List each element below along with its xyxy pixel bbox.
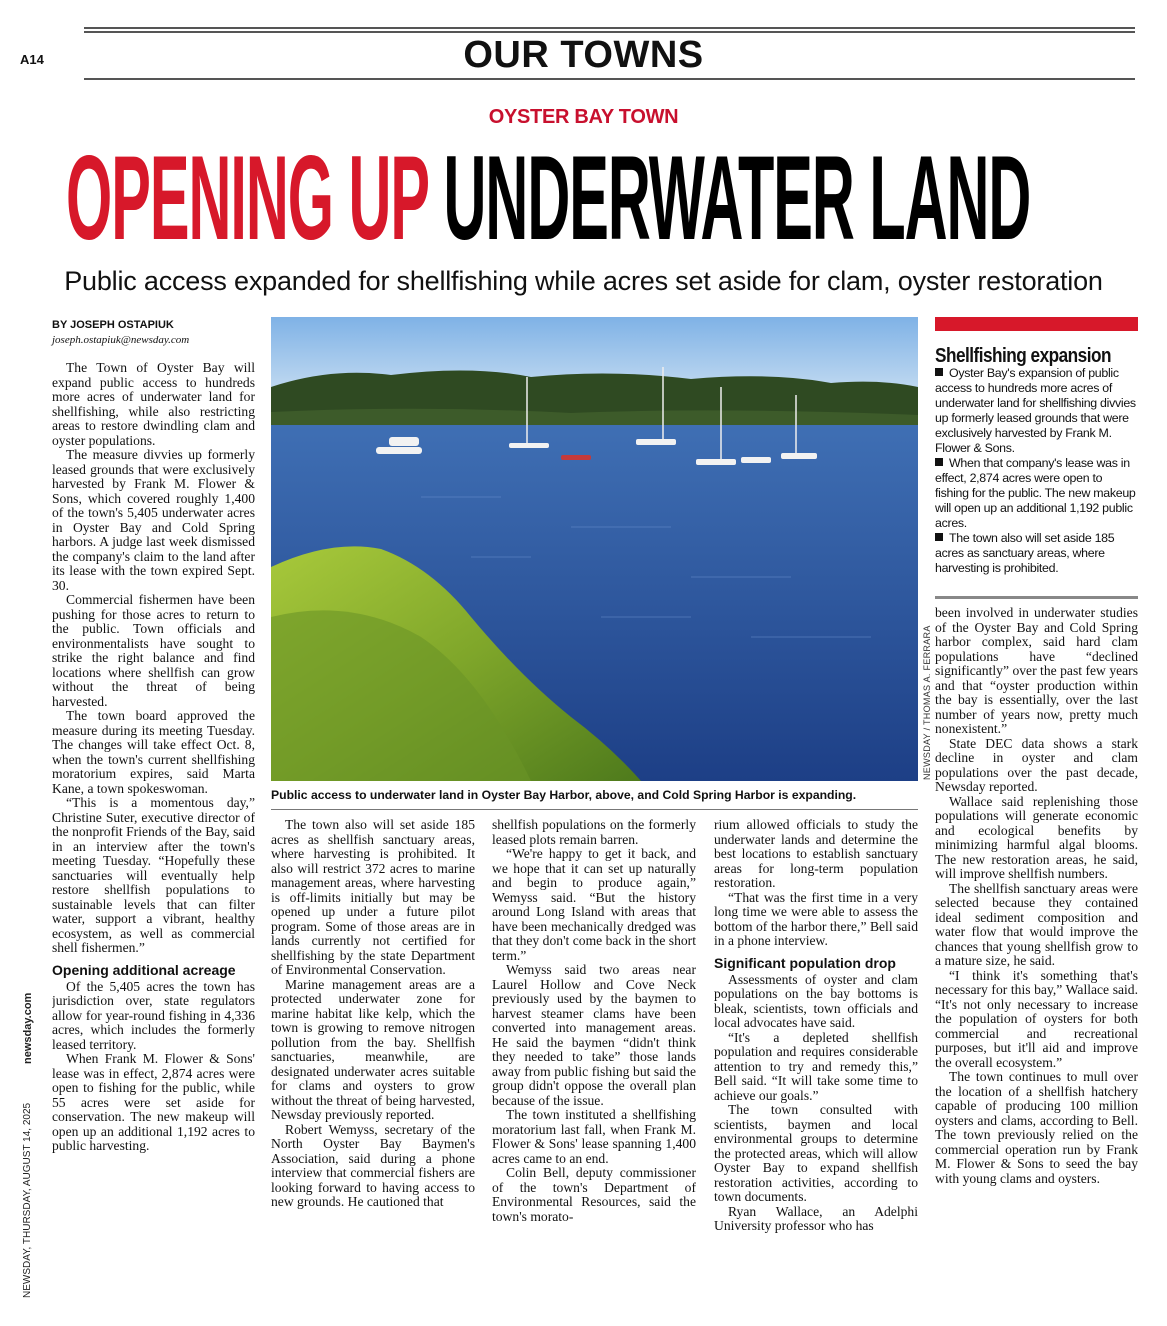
section-rule xyxy=(84,78,1135,80)
article-column-1 xyxy=(52,361,255,1311)
photo-caption: Public access to underwater land in Oyster Bay Harbor, above, and Cold Spring Harbor is expanding. xyxy=(271,788,857,802)
paragraph: “We're happy to get it back, and we hope that it can set up naturally and begin to produce again,” Wemyss said. “But the history around Long Island with areas that have been mechanically dredged was that they don't come back in the short term.” xyxy=(492,846,696,963)
article-column-3 xyxy=(492,818,696,1308)
paragraph: The town consulted with scientists, baymen and local environmental groups to determine the protected areas, which will allow Oyster Bay to expand shellfish restoration activities, according to town documents. xyxy=(714,1102,918,1204)
kicker: OYSTER BAY TOWN xyxy=(488,106,679,128)
paragraph: Wemyss said two areas near Laurel Hollow and Cove Neck previously used by the baymen to harvest steamer clams have been converted into management areas. He said the baymen “didn't think they needed to take” those lands away from public fishing but said the group didn't oppose the overall plan because of the issue. xyxy=(492,962,696,1108)
paragraph: Colin Bell, deputy commissioner of the town's Department of Environmental Resources, said the town's morato- xyxy=(492,1165,696,1224)
square-bullet-icon xyxy=(935,368,943,376)
subhead: Opening additional acreage xyxy=(52,961,236,978)
paragraph: The Town of Oyster Bay will expand public access to hundreds more acres of underwater land for shellfishing, while also restricting areas to restore dwindling clam and oyster populations. xyxy=(52,361,255,448)
margin-dateline: NEWSDAY, THURSDAY, AUGUST 14, 2025 xyxy=(22,1102,33,1298)
paragraph: Ryan Wallace, an Adelphi University professor who has xyxy=(714,1203,918,1233)
paragraph: “This is a momentous day,” Christine Suter, executive director of the nonprofit Friends of the Bay, said in an interview after the town's meeting Tuesday. “Hopefully these sanctuaries will eventually help restore shellfish populations to sustainable levels that can filter water, support a vibrant, healthy ecosystem, as well as commercial shell fishermen.” xyxy=(52,795,255,955)
headline-black: UNDERWATER LAND xyxy=(443,131,1031,265)
harbor-photo xyxy=(271,317,918,781)
paragraph: Commercial fishermen have been pushing for those acres to return to the public. Town officials and environmentalists have sought to strike the right balance and find locations where shellfish can grow without the threat of being harvested. xyxy=(52,592,255,709)
sidebar-title: Shellfishing expansion xyxy=(935,345,1111,367)
sidebar-bullet: Oyster Bay's expansion of public access to hundreds more acres of underwater land for shellfishing divvies up formerly leased grounds that were exclusively harvested by Frank M. Flower & Sons. xyxy=(935,366,1136,455)
sidebar-body xyxy=(935,366,1138,576)
paragraph: When Frank M. Flower & Sons' lease was in effect, 2,874 acres were open to fishing for the public, while 55 acres were set aside for conservation. The new makeup will open up an additional 1,192 acres to public harvesting. xyxy=(52,1051,255,1153)
paragraph: The shellfish sanctuary areas were selected because they contained ideal sediment composition and water flow that would improve the chances that young shellfish grow to a mature size, he said. xyxy=(935,880,1138,968)
paragraph: The measure divvies up formerly leased grounds that were exclusively harvested by Frank M. Flower & Sons, which covered roughly 1,400 of the town's 5,405 underwater acres in Oyster Bay and Cold Spring harbors. A judge last week dismissed the company's claim to the land after its lease with the town expired Sept. 30. xyxy=(52,447,255,593)
sidebar-bullet: When that company's lease was in effect, 2,874 acres were open to fishing for the public. The new makeup will open up an additional 1,192 public acres. xyxy=(935,456,1136,530)
photo-credit: NEWSDAY / THOMAS A. FERRARA xyxy=(922,625,932,780)
page-margin xyxy=(22,992,38,1300)
top-rule-2 xyxy=(84,31,1135,33)
article-column-2 xyxy=(271,818,475,1308)
paragraph: “It's a depleted shellfish population and requires considerable attention to try and remedy this,” Bell said. “It will take some time to achieve our goals.” xyxy=(714,1029,918,1103)
paragraph: The town continues to mull over the location of a shellfish hatchery capable of producing 100 million oysters and clams, according to Bell. The town previously relied on the commercial operation run by Frank M. Flower & Sons to seed the bay with young clams and oysters. xyxy=(935,1069,1138,1186)
margin-site: newsday.com xyxy=(22,992,34,1064)
deck: Public access expanded for shellfishing while acres set aside for clam, oyster restoration xyxy=(64,266,1103,296)
page-number: A14 xyxy=(20,52,44,67)
headline-red: OPENING UP xyxy=(66,131,428,265)
paragraph: rium allowed officials to study the underwater lands and determine the best locations to establish sanctuary areas for long-term population restoration. xyxy=(714,818,918,890)
paragraph: Robert Wemyss, secretary of the North Oyster Bay Baymen's Association, said during a phone interview that commercial fishers are looking forward to having access to new grounds. He cautioned that xyxy=(271,1121,475,1209)
section-title: OUR TOWNS xyxy=(463,34,704,76)
paragraph: “I think it's something that's necessary for this bay,” Wallace said. “It's not only necessary to increase the population of oysters for both commercial and recreational purposes, but it'll aid and improve the overall ecosystem.” xyxy=(935,967,1138,1070)
sidebar-bullet: The town also will set aside 185 acres as sanctuary areas, where harvesting is prohibited. xyxy=(935,531,1115,575)
square-bullet-icon xyxy=(935,458,943,466)
sidebar-bottom-rule xyxy=(935,596,1138,599)
sidebar-accent-bar xyxy=(935,317,1138,331)
caption-rule xyxy=(271,809,918,810)
paragraph: shellfish populations on the formerly leased plots remain barren. xyxy=(492,818,696,847)
paragraph: Marine management areas are a protected underwater zone for marine habitat like kelp, which the town is growing to remove nitrogen pollution from the bay. Shellfish sanctuaries, meanwhile, are designated underwater acres suitable for clams and oysters to grow without the threat of being harvested, Newsday previously reported. xyxy=(271,976,475,1122)
byline: BY JOSEPH OSTAPIUK xyxy=(52,319,174,331)
paragraph: Of the 5,405 acres the town has jurisdiction over, state regulators allow for year-round fishing in 4,336 acres, which includes the formerly leased territory. xyxy=(52,978,255,1052)
subhead: Significant population drop xyxy=(714,954,896,971)
paragraph: “That was the first time in a very long time we were able to assess the bottom of the harbor there,” Bell said in a phone interview. xyxy=(714,889,918,948)
top-rule xyxy=(84,27,1135,29)
article-column-4 xyxy=(714,818,918,1308)
paragraph: The town board approved the measure during its meeting Tuesday. The changes will take effect Oct. 8, when the town's current shellfishing moratorium expires, said Marta Kane, a town spokeswoman. xyxy=(52,708,255,796)
paragraph: The town instituted a shellfishing moratorium last fall, when Frank M. Flower & Sons' lease spanning 1,400 acres came to an end. xyxy=(492,1107,696,1166)
paragraph: Assessments of oyster and clam populations on the bay bottoms is bleak, scientists, town officials and local advocates have said. xyxy=(714,971,918,1030)
square-bullet-icon xyxy=(935,533,943,541)
byline-email: joseph.ostapiuk@newsday.com xyxy=(52,334,190,346)
article-column-5 xyxy=(935,606,1138,1308)
paragraph: State DEC data shows a stark decline in oyster and clam populations over the past decade, Newsday reported. xyxy=(935,735,1138,794)
paragraph: Wallace said replenishing those populations will generate economic and ecological benefits by minimizing harmful algal blooms. The new restoration areas, he said, will improve shellfish numbers. xyxy=(935,793,1138,881)
headline xyxy=(66,131,1031,265)
paragraph: The town also will set aside 185 acres as shellfish sanctuary areas, where harvesting is prohibited. It also will restrict 372 acres to marine management areas, where harvesting is off-limits initially but may be opened up under a future pilot program. Some of those areas are in lands currently not certified for shellfishing by the state Department of Environmental Conservation. xyxy=(271,818,475,977)
paragraph: been involved in underwater studies of the Oyster Bay and Cold Spring harbor complex, said hard clam populations have “declined significantly” over the past few years and that “oyster production within the bay is essentially, over the last number of years now, pretty much nonexistent.” xyxy=(935,606,1138,736)
